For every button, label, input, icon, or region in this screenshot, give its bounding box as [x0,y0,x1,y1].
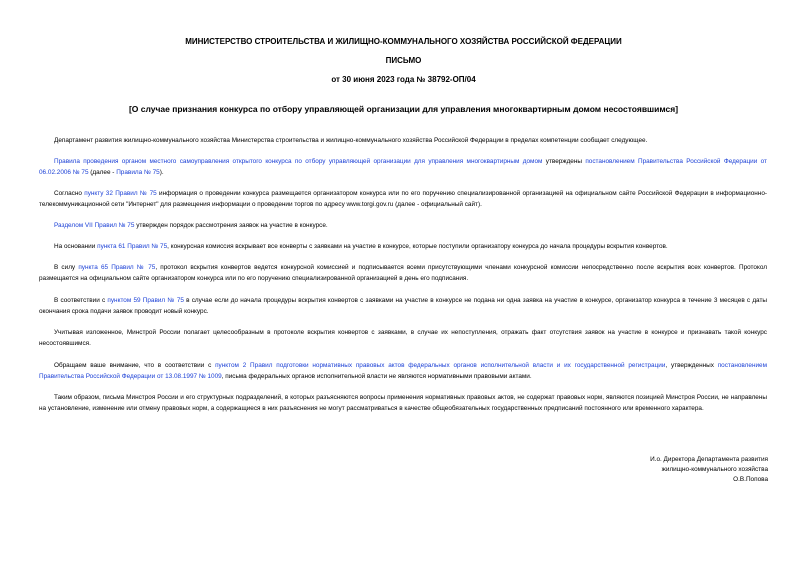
point-2-link[interactable]: пунктом 2 Правил подготовки нормативных правовых актов федеральных органов исполнительной власти и их государственной регистрации [215,362,666,369]
paragraph-text: , письма федеральных органов исполнительной власти не являются нормативными правовыми актами. [221,372,532,380]
paragraph-text: Учитывая изложенное, Минстрой России полагает целесообразным в протоколе вскрытия конвертов с заявками, в случае их непоступления, отражать факт отсутствия заявок на участие в конкурсе и признавать такой конкурс несостоявшимся. [39,329,767,347]
paragraph-text: Согласно [54,190,85,197]
point-32-link[interactable]: пункту 32 Правил № 75 [84,190,157,197]
section-7-link[interactable]: Разделом VII Правил № 75 [54,222,135,229]
point-65-link[interactable]: пункта 65 Правил № 75 [78,264,156,271]
paragraph-text: На основании [54,243,98,250]
paragraph-text: , утвержденных [665,362,718,369]
signature-name: О.В.Попова [733,476,768,483]
paragraph-text: , протокол вскрытия конвертов ведется конкурсной комиссией и подписывается всеми присутствующими членами конкурсной комиссии непосредственно после вскрытия всех конвертов. Протокол размещается на официальном сайте организатором конкурса или по его поручению специализированной организацией в день его подписания. [39,264,767,282]
document-date-number: от 30 июня 2023 года № 38792-ОП/04 [331,75,476,84]
paragraph-10 [39,393,767,414]
paragraph-3 [39,189,767,210]
paragraph-text: в случае если до начала процедуры вскрытия конвертов с заявками на участие в конкурсе не подана ни одна заявка на участие в конкурсе, организатор конкурса в течение 3 месяцев с даты окончания срока подачи заявок проводит новый конкурс. [39,297,767,315]
paragraph-text: Обращаем ваше внимание, что в соответствии с [54,362,216,369]
paragraph-4 [39,221,767,232]
paragraph-text: В соответствии с [54,297,108,304]
paragraph-9 [39,361,767,382]
point-59-link[interactable]: пунктом 59 Правил № 75 [107,297,184,304]
point-61-link[interactable]: пункта 61 Правил № 75 [97,243,168,250]
paragraph-text: утверждены [542,158,586,165]
rules-75-link[interactable]: Правила проведения органом местного самоуправления открытого конкурса по отбору управляющей организации для управления многоквартирным домом [54,158,543,165]
paragraph-text: Таким образом, письма Минстроя России и его структурных подразделений, в которых разъясняются вопросы применения нормативных правовых актов, не содержат правовых норм, являются позицией Минстроя России, не направлены на установление, изменение или отмену правовых норм, а содержащиеся в них разъяснения не могут рассматриваться в качестве общеобязательных государственных предписаний постоянного или временного характера. [39,394,767,412]
signature-department: жилищно-коммунального хозяйства [661,466,768,473]
paragraph-text: ). [159,168,164,176]
paragraph-text: Департамент развития жилищно-коммунального хозяйства Министерства строительства и жилищно-коммунального хозяйства Российской Федерации в пределах компетенции сообщает следующее. [54,137,648,144]
paragraph-text: (далее - [88,168,117,176]
paragraph-1 [39,136,767,147]
paragraph-2 [39,157,767,178]
paragraph-text: В силу [54,264,79,271]
document-subject: [О случае признания конкурса по отбору управляющей организации для управления многоквартирным домом несостоявшимся] [128,104,679,114]
paragraph-text: утвержден порядок рассмотрения заявок на участие в конкурсе. [134,222,328,229]
resolution-75-link[interactable]: постановлением Правительства Российской Федерации от 06.02.2006 № 75 [39,158,767,176]
document-type: ПИСЬМО [385,56,422,65]
rules-75-short-link[interactable]: Правила № 75 [116,168,160,176]
paragraph-text: информация о проведении конкурса размещается организатором конкурса или по его поручению специализированной организацией на официальном сайте Российской Федерации в информационно-телекоммуникационной сети "Интернет" для размещения информации о проведении торгов по адресу www.torgi.gov.ru (далее - официальный сайт). [39,190,767,208]
paragraph-5 [39,242,767,253]
paragraph-text: , конкурсная комиссия вскрывает все конверты с заявками на участие в конкурсе, которые поступили организатору конкурса до начала процедуры вскрытия конвертов. [167,243,668,250]
paragraph-7 [39,296,767,317]
signature-position: И.о. Директора Департамента развития [650,456,768,463]
resolution-1009-link[interactable]: постановлением Правительства Российской Федерации от 13.08.1997 № 1009 [39,362,767,380]
paragraph-6 [39,263,767,284]
paragraph-8 [39,328,767,349]
ministry-heading: МИНИСТЕРСТВО СТРОИТЕЛЬСТВА И ЖИЛИЩНО-КОММУНАЛЬНОГО ХОЗЯЙСТВА РОССИЙСКОЙ ФЕДЕРАЦИИ [185,37,622,46]
